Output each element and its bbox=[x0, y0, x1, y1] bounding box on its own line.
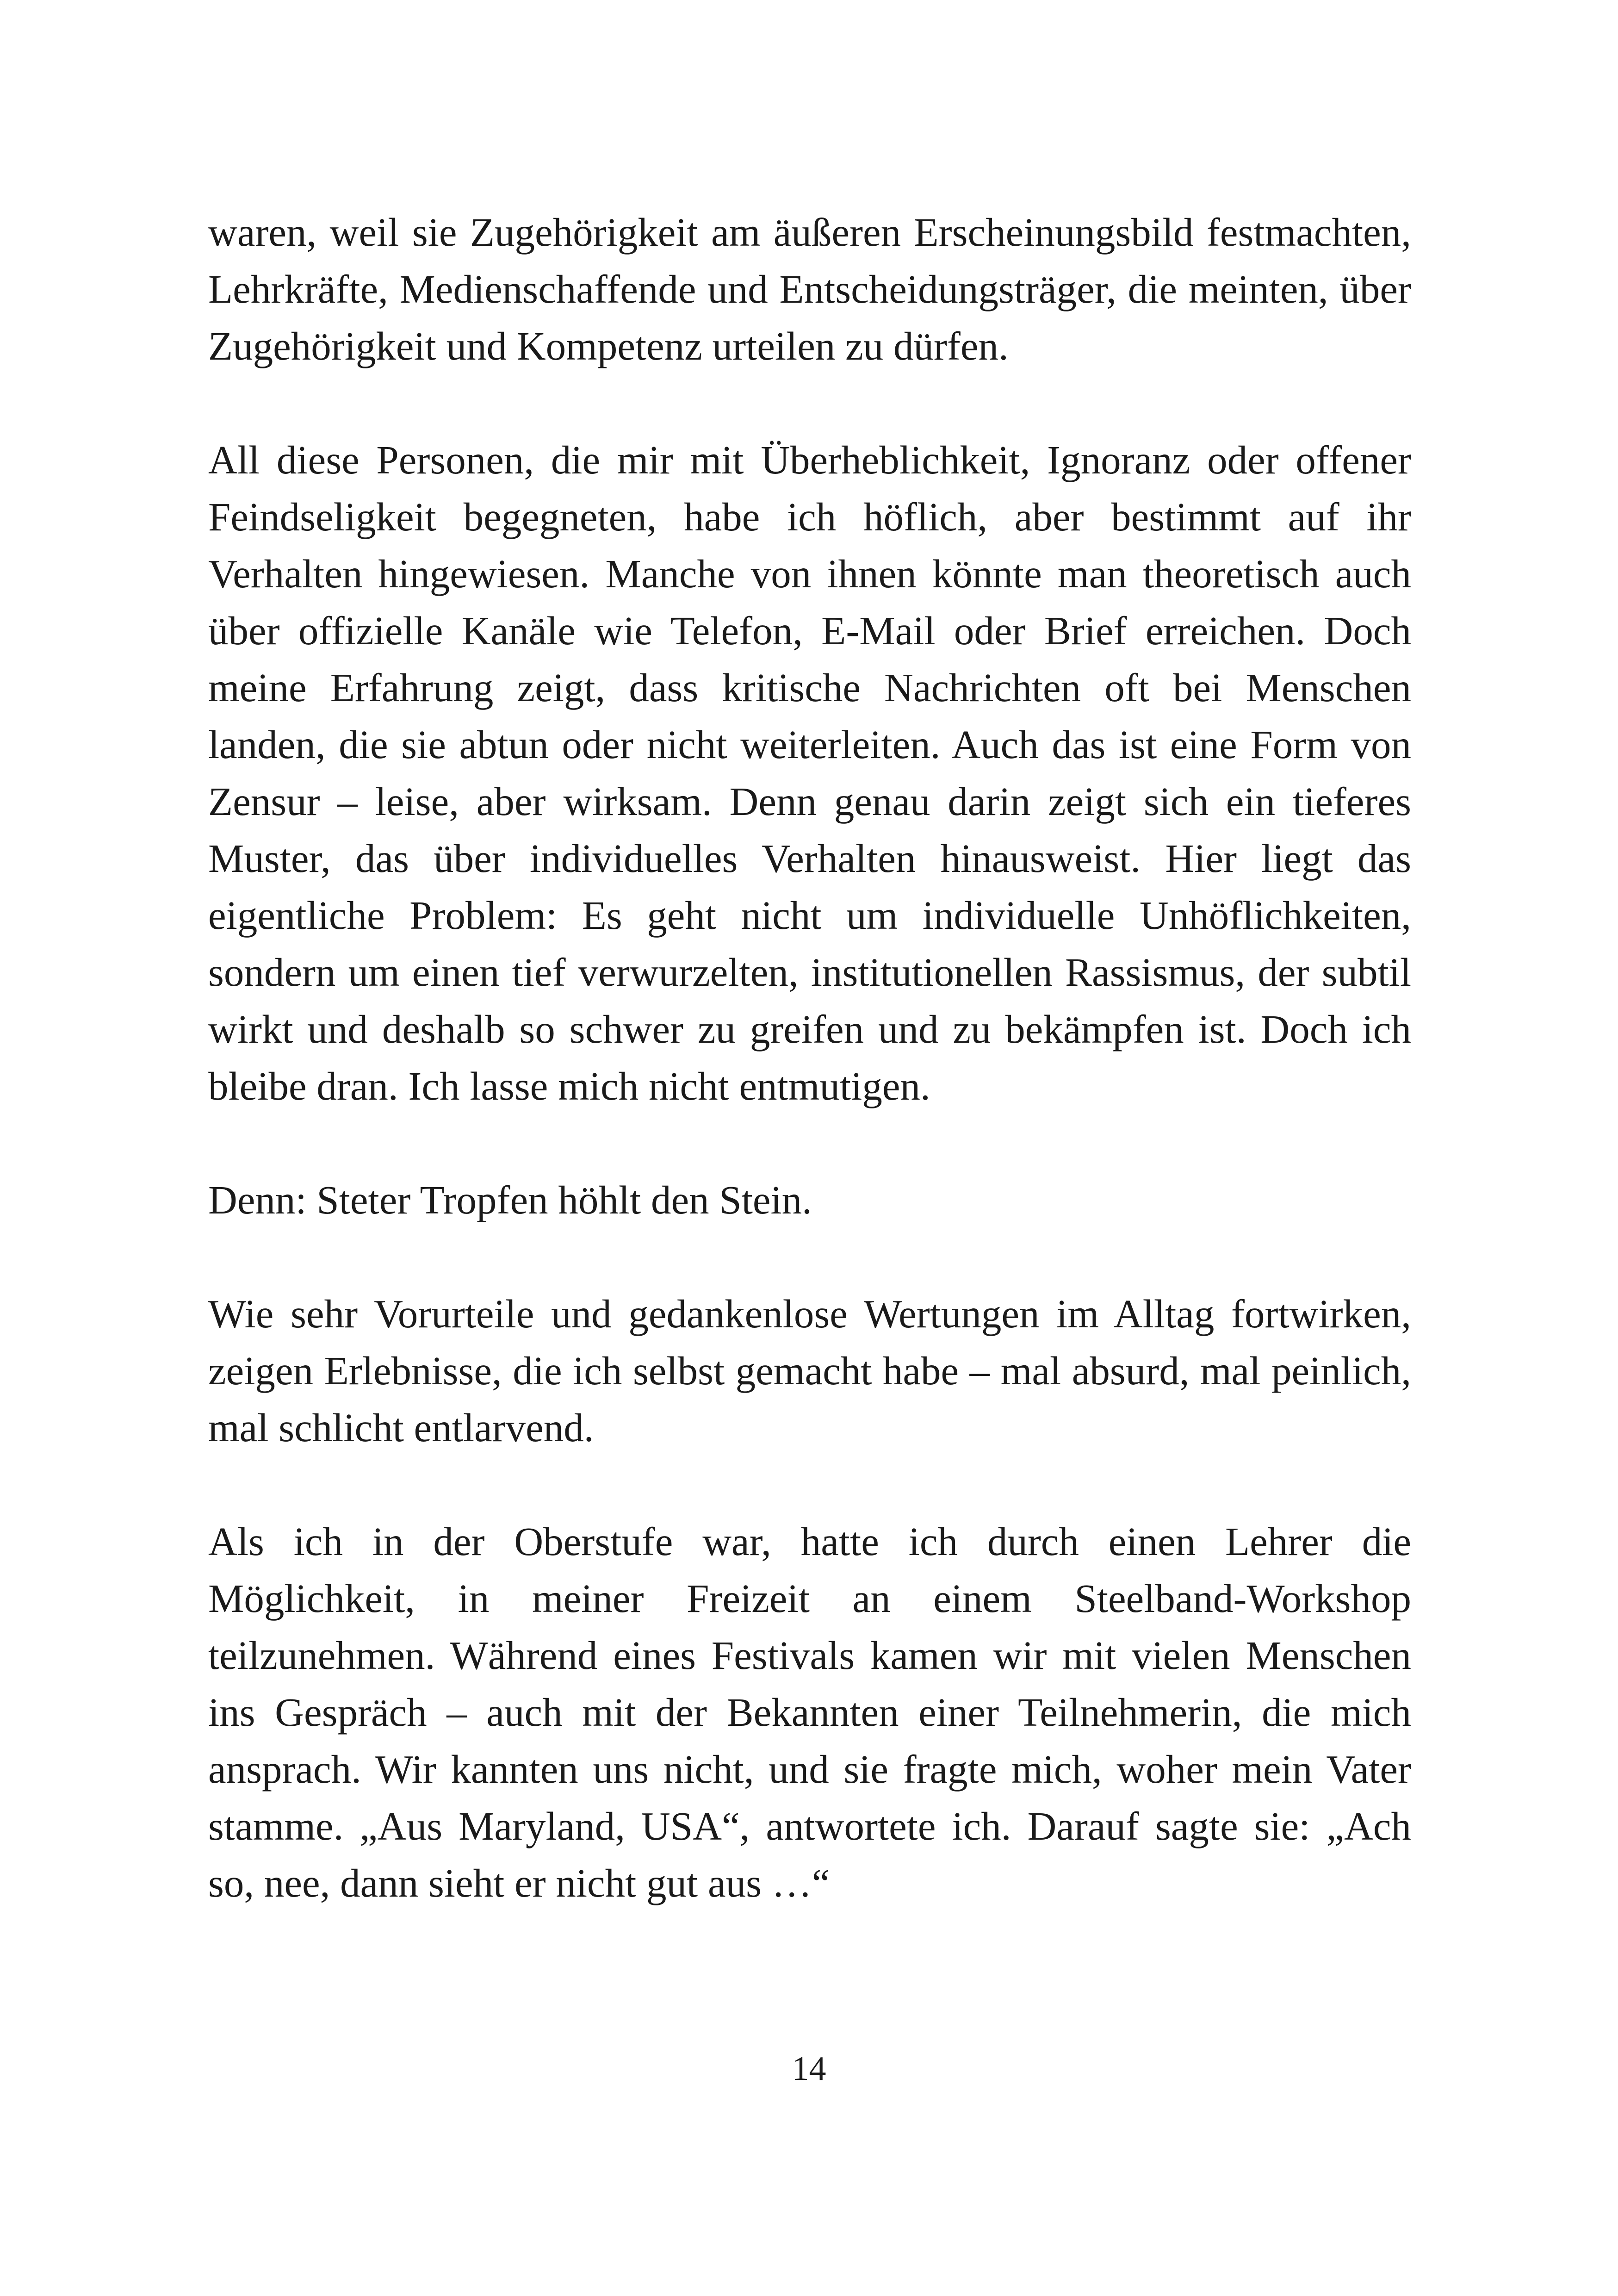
paragraph-4: Wie sehr Vorurteile und gedankenlose Wertungen im Alltag fortwirken, zeigen Erlebnisse, die ich selbst gemacht habe – mal absurd, mal peinlich, mal schlicht entlarvend. bbox=[208, 1291, 1411, 1450]
paragraph-2: All diese Personen, die mir mit Überheblichkeit, Ignoranz oder offener Feindseligkeit begegneten, habe ich höflich, aber bestimmt auf ihr Verhalten hingewiesen. Manche von ihnen könnte man theoretisch auch über offizielle Kanäle wie Telefon, E-Mail oder Brief erreichen. Doch meine Erfahrung zeigt, dass kritische Nachrichten oft bei Menschen landen, die sie abtun oder nicht weiterleiten. Auch das ist eine Form von Zensur – leise, aber wirksam. Denn genau darin zeigt sich ein tieferes Muster, das über individuelles Verhalten hinausweist. Hier liegt das eigentliche Problem: Es geht nicht um individuelle Unhöflichkeiten, sondern um einen tief verwurzelten, institutionellen Rassismus, der subtil wirkt und deshalb so schwer zu greifen und zu bekämpfen ist. Doch ich bleibe dran. Ich lasse mich nicht entmutigen. bbox=[208, 437, 1411, 1108]
paragraph-1: waren, weil sie Zugehörigkeit am äußeren Erscheinungsbild festmachten, Lehrkräfte, Medienschaffende und Entscheidungsträger, die meinten, über Zugehörigkeit und Kompetenz urteilen zu dürfen. bbox=[208, 210, 1411, 368]
page-number: 14 bbox=[792, 2050, 826, 2088]
paragraph-5: Als ich in der Oberstufe war, hatte ich durch einen Lehrer die Möglichkeit, in meiner Freizeit an einem Steelband-Workshop teilzunehmen. Während eines Festivals kamen wir mit vielen Menschen ins Gespräch – auch mit der Bekannten einer Teilnehmerin, die mich ansprach. Wir kannten uns nicht, und sie fragte mich, woher mein Vater stamme. „Aus Maryland, USA“, antwortete ich. Darauf sagte sie: „Ach so, nee, dann sieht er nicht gut aus …“ bbox=[208, 1519, 1411, 1905]
body-text bbox=[208, 204, 1411, 1968]
paragraph-3: Denn: Steter Tropfen höhlt den Stein. bbox=[208, 1177, 812, 1222]
